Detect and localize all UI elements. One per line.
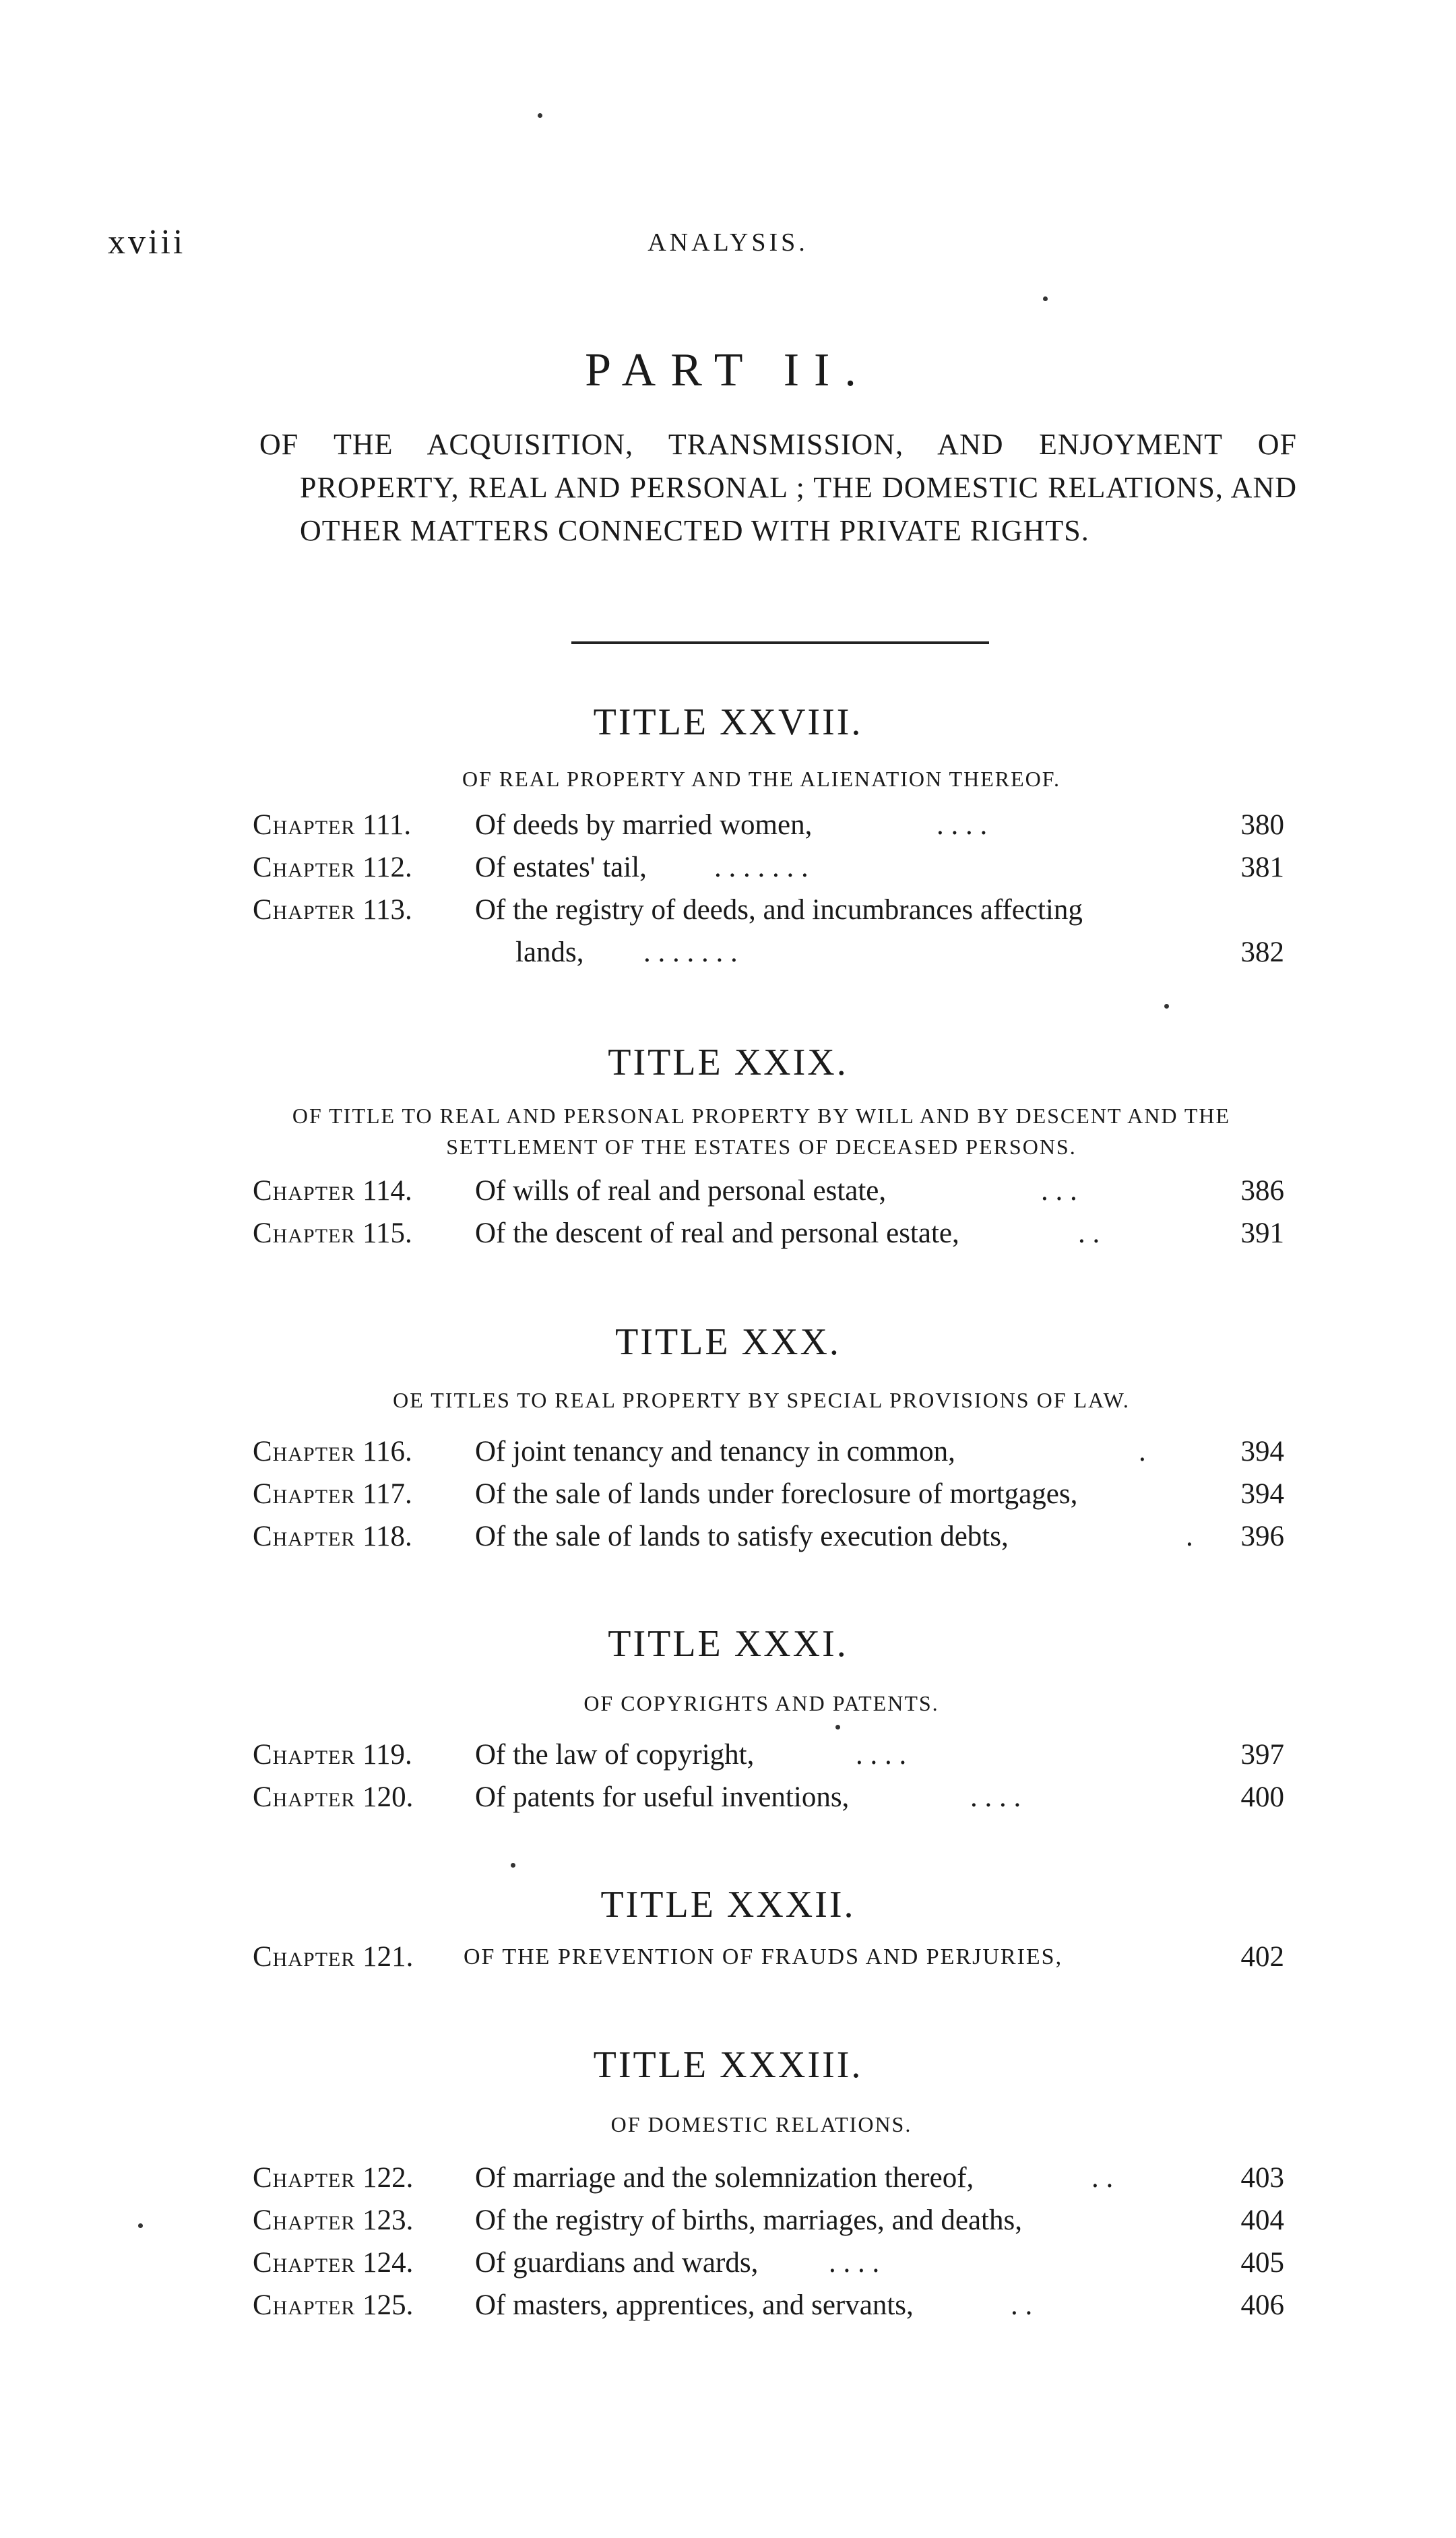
title-subtitle: OE TITLES TO REAL PROPERTY BY SPECIAL PROVISIONS OF LAW. [393,1388,1130,1412]
leader-dots: . [1139,1436,1146,1467]
page-ref: 404 [1240,2204,1284,2236]
toc-entry [0,1781,1456,1821]
leader-dots: . . . . [856,1739,907,1771]
chapter-label: Chapter 115. [253,1217,412,1249]
leader-dots: . . [1078,1217,1100,1249]
running-head: ANALYSIS. [647,228,809,257]
title-heading: TITLE XXIX. [608,1042,848,1083]
leader-dots: . . . . [829,2247,880,2279]
chapter-title: Of patents for useful inventions, [475,1781,850,1813]
title-subtitle: OF COPYRIGHTS AND PATENTS. [583,1691,939,1715]
chapter-title: Of the registry of births, marriages, and deaths, [475,2204,1022,2236]
chapter-title: Of estates' tail, [475,852,647,883]
print-speck [511,1863,515,1868]
chapter-label: Chapter 113. [253,894,412,926]
chapter-title: Of the sale of lands under foreclosure of mortgages, [475,1478,1078,1510]
chapter-title: Of guardians and wards, [475,2247,759,2279]
chapter-title: Of wills of real and personal estate, [475,1175,887,1207]
toc-entry [0,1174,1456,1215]
toc-entry [0,851,1456,891]
print-speck [138,2223,143,2228]
toc-entry [0,2204,1456,2244]
page-ref: 391 [1240,1217,1284,1249]
leader-dots: . . . . . . . [714,852,809,883]
chapter-title: Of deeds by married women, [475,809,813,841]
chapter-title: Of marriage and the solemnization thereof, [475,2162,974,2194]
page-ref: 402 [1240,1941,1284,1973]
title-heading: TITLE XXVIII. [593,701,863,743]
toc-entry [0,2289,1456,2329]
chapter-label: Chapter 123. [253,2204,414,2236]
chapter-label: Chapter 124. [253,2247,414,2279]
page-ref: 386 [1240,1175,1284,1207]
leader-dots: . . [1091,2162,1114,2194]
chapter-label: Chapter 111. [253,809,412,841]
print-speck [835,1725,840,1730]
chapter-title: Of the registry of deeds, and incumbrances affecting [475,894,1083,926]
print-speck [1164,1004,1169,1009]
toc-entry-continuation [0,936,1456,976]
chapter-title: Of the descent of real and personal estate, [475,1217,959,1249]
chapter-title: Of joint tenancy and tenancy in common, [475,1436,955,1467]
toc-entry [0,1738,1456,1779]
title-subtitle: OF DOMESTIC RELATIONS. [610,2112,912,2136]
title-subtitle: OF REAL PROPERTY AND THE ALIENATION THEREOF. [462,767,1061,791]
leader-dots: . . . . . . . [643,937,738,968]
title-subtitle: OF TITLE TO REAL AND PERSONAL PROPERTY BY WILL AND BY DESCENT AND THE SETTLEMENT OF THE ESTATES OF DECEASED PERSONS. [292,1104,1231,1159]
chapter-title: Of the sale of lands to satisfy execution debts, [475,1521,1009,1552]
leader-dots: . . . [1041,1175,1077,1207]
toc-entry [0,1217,1456,1257]
title-heading: TITLE XXXIII. [593,2044,863,2086]
chapter-label: Chapter 119. [253,1739,412,1771]
chapter-label: Chapter 125. [253,2289,414,2321]
page-number-roman: xviii [108,223,186,261]
toc-entry [0,808,1456,849]
chapter-title-continuation: lands, [515,937,584,968]
page-ref: 394 [1240,1436,1284,1467]
chapter-title: Of the law of copyright, [475,1739,755,1771]
leader-dots: . . . . [937,809,988,841]
chapter-title: Of masters, apprentices, and servants, [475,2289,914,2321]
chapter-label: Chapter 116. [253,1436,412,1467]
page-ref: 400 [1240,1781,1284,1813]
toc-entry [0,1520,1456,1560]
page-ref: 403 [1240,2162,1284,2194]
page-ref: 394 [1240,1478,1284,1510]
print-speck [1043,296,1048,301]
toc-entry [0,2161,1456,2202]
page-ref: 381 [1240,852,1284,883]
leader-dots: . . [1011,2289,1033,2321]
toc-entry [0,1478,1456,1518]
chapter-label: Chapter 114. [253,1175,412,1207]
page-ref: 405 [1240,2247,1284,2279]
toc-entry [0,893,1456,934]
leader-dots: . [1186,1521,1193,1552]
page-ref: 406 [1240,2289,1284,2321]
title-heading: TITLE XXXII. [600,1884,856,1926]
section-rule [571,641,989,644]
chapter-label: Chapter 117. [253,1478,412,1510]
chapter-label: Chapter 120. [253,1781,414,1813]
leader-dots: . . . . [970,1781,1021,1813]
chapter-label: Chapter 121. [253,1941,414,1973]
chapter-label: Chapter 112. [253,852,412,883]
title-heading: TITLE XXX. [615,1321,841,1363]
part-subtitle: OF THE ACQUISITION, TRANSMISSION, AND ENJOYMENT OF PROPERTY, REAL AND PERSONAL ; THE DOMESTIC RELATIONS, AND OTHER MATTERS CONNECTED WITH PRIVATE RIGHTS. [259,428,1297,547]
page-ref: 396 [1240,1521,1284,1552]
page-ref: 397 [1240,1739,1284,1771]
print-speck [538,113,542,118]
page-header [0,222,1456,276]
chapter-label: Chapter 118. [253,1521,412,1552]
toc-entry [0,1435,1456,1476]
toc-entry [0,1940,1456,1981]
toc-entry [0,2246,1456,2287]
part-heading: PART II. [585,344,871,396]
chapter-label: Chapter 122. [253,2162,414,2194]
chapter-title: OF THE PREVENTION OF FRAUDS AND PERJURIES, [464,1944,1063,1969]
page-ref: 380 [1240,809,1284,841]
title-heading: TITLE XXXI. [608,1623,848,1665]
page-ref: 382 [1240,937,1284,968]
